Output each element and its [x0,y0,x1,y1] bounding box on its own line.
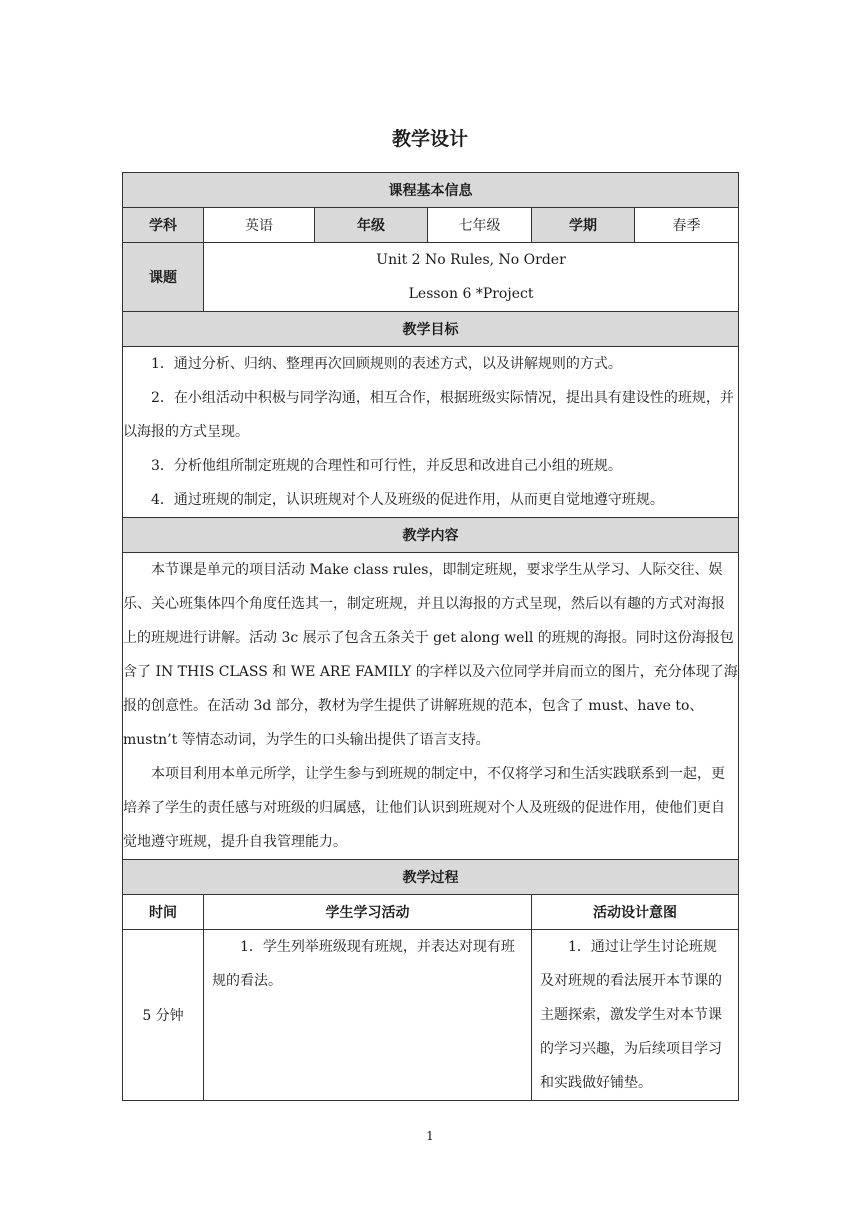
section-title: 教学内容 [123,518,739,553]
objective-item: 4．通过班规的制定，认识班规对个人及班级的促进作用，从而更自觉地遵守班规。 [151,492,664,508]
grade-value: 七年级 [428,208,532,243]
section-title: 教学过程 [123,860,739,895]
section-title: 教学目标 [123,312,739,347]
process-time: 5 分钟 [123,930,204,1101]
objective-item: 3．分析他组所制定班规的合理性和可行性，并反思和改进自己小组的班规。 [151,458,622,474]
process-activity [204,930,532,1101]
objectives-row [123,347,739,518]
page-number: 1 [426,1129,434,1143]
page-title: 教学设计 [391,128,468,150]
section-header-content [123,518,739,553]
section-title: 课程基本信息 [123,173,739,208]
section-header-basic-info [123,173,739,208]
process-row [123,930,739,1101]
content-paragraph: 本项目利用本单元所学，让学生参与到班规的制定中，不仅将学习和生活实践联系到一起，更培养了学生的责任感与对班级的归属感，让他们认识到班规对个人及班级的促进作用，使他们更自觉地遵守班规，提升自我管理能力。 [123,766,725,850]
term-value: 春季 [635,208,739,243]
column-header-time: 时间 [123,895,204,930]
term-label: 学期 [532,208,635,243]
topic-line-2: Lesson 6 *Project [408,286,534,302]
subject-value: 英语 [204,208,315,243]
column-header-intent: 活动设计意图 [532,895,739,930]
lesson-plan-table [122,172,739,1101]
objectives-block [123,347,739,518]
topic-label: 课题 [123,243,204,312]
topic-line-1: Unit 2 No Rules, No Order [376,252,566,268]
objective-item: 2．在小组活动中积极与同学沟通，相互合作，根据班级实际情况，提出具有建设性的班规，并以海报的方式呈现。 [123,390,734,440]
column-header-activity: 学生学习活动 [204,895,532,930]
objective-item: 1．通过分析、归纳、整理再次回顾规则的表述方式，以及讲解规则的方式。 [151,356,622,372]
content-block [123,553,739,860]
process-intent-text: 1．通过让学生讨论班规及对班规的看法展开本节课的主题探索，激发学生对本节课的学习兴趣，为后续项目学习和实践做好铺垫。 [540,939,722,1091]
process-activity-text: 1．学生列举班级现有班规，并表达对现有班规的看法。 [212,939,515,989]
process-intent [532,930,739,1101]
section-header-objectives [123,312,739,347]
subject-label: 学科 [123,208,204,243]
section-header-process [123,860,739,895]
content-paragraph: 本节课是单元的项目活动 Make class rules，即制定班规，要求学生从学习、人际交往、娱乐、关心班集体四个角度任选其一，制定班规，并且以海报的方式呈现，然后以有趣的方式对海报上的班规进行讲解。活动 3c 展示了包含五条关于 get along well 的班规的海报。同时这份海报包含了 IN THIS CLASS 和 WE ARE FAMILY 的字样以及六位同学并肩而立的图片，充分体现了海报的创意性。在活动 3d 部分，教材为学生提供了讲解班规的范本，包含了 must、have to、mustn’t 等情态动词，为学生的口头输出提供了语言支持。 [123,562,738,748]
basic-info-row [123,208,739,243]
topic-value [204,243,739,312]
topic-row [123,243,739,312]
process-header-row [123,895,739,930]
content-row [123,553,739,860]
grade-label: 年级 [315,208,428,243]
